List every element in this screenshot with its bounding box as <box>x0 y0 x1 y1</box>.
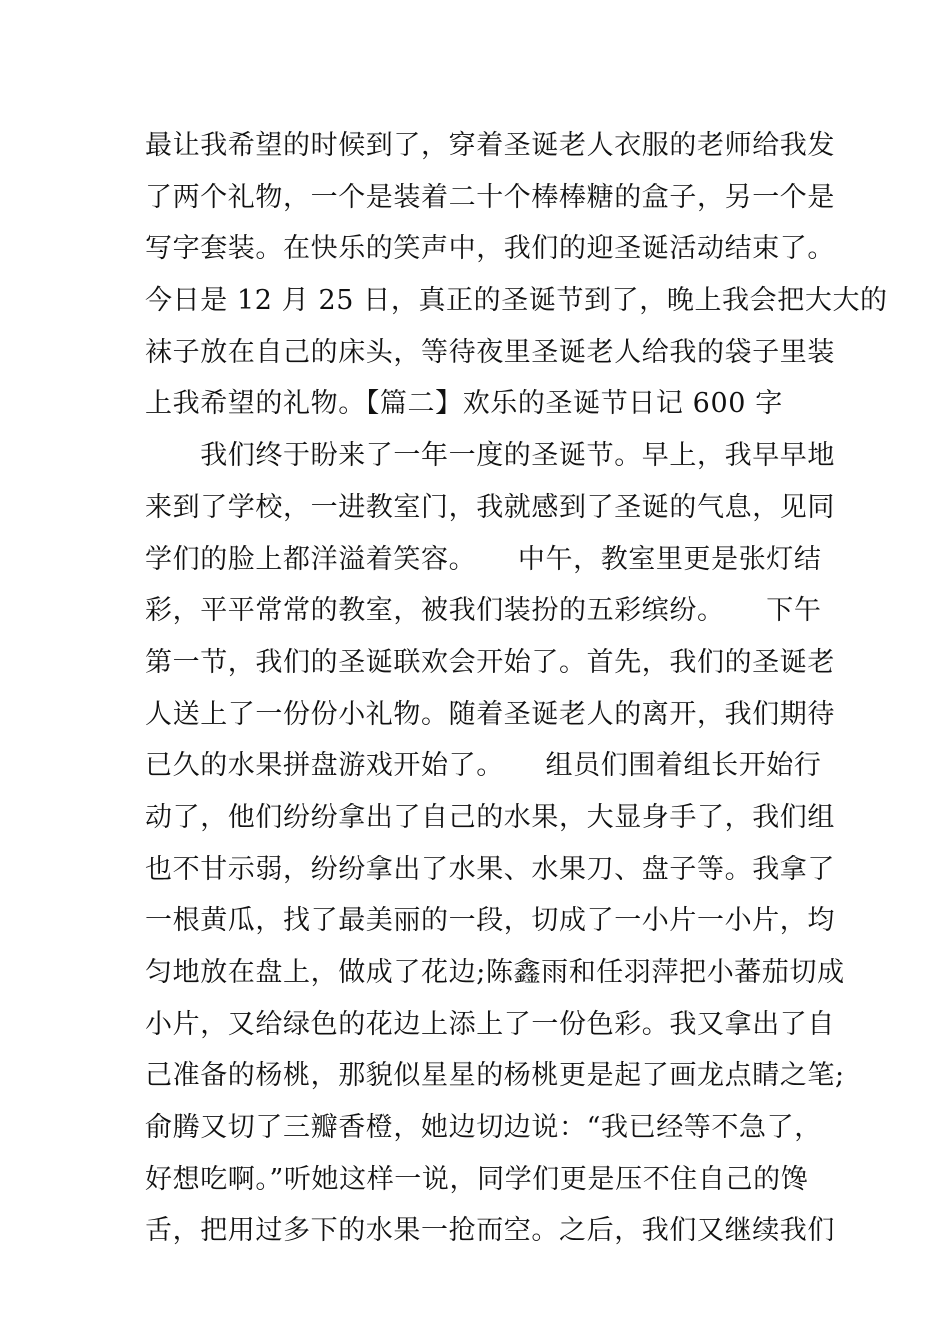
text-line: 匀地放在盘上，做成了花边;陈鑫雨和任羽萍把小蕃茄切成 <box>145 957 845 988</box>
text-line: 也不甘示弱，纷纷拿出了水果、水果刀、盘子等。我拿了 <box>145 853 835 885</box>
text-line: 写字套装。在快乐的笑声中，我们的迎圣诞活动结束了。 <box>145 233 835 265</box>
text-line: 好想吃啊。”听她这样一说，同学们更是压不住自己的馋 <box>145 1163 809 1195</box>
text-line: 最让我希望的时候到了，穿着圣诞老人衣服的老师给我发 <box>145 130 835 161</box>
text-line: 舌，把用过多下的水果一抢而空。之后，我们又继续我们 <box>145 1215 835 1247</box>
text-line: 第一节，我们的圣诞联欢会开始了。首先，我们的圣诞老 <box>145 646 835 678</box>
text-line: 上我希望的礼物。【篇二】欢乐的圣诞节日记 600 字 <box>145 388 783 420</box>
text-line: 今日是 12 月 25 日，真正的圣诞节到了，晚上我会把大大的 <box>145 285 888 317</box>
text-line: 一根黄瓜，找了最美丽的一段，切成了一小片一小片，均 <box>145 905 835 937</box>
text-line: 彩，平平常常的教室，被我们装扮的五彩缤纷。 下午 <box>145 595 822 627</box>
text-line: 来到了学校，一进教室门，我就感到了圣诞的气息，见同 <box>145 491 835 523</box>
text-line: 了两个礼物，一个是装着二十个棒棒糖的盒子，另一个是 <box>145 181 835 213</box>
text-line: 己准备的杨桃，那貌似星星的杨桃更是起了画龙点睛之笔; <box>145 1060 845 1092</box>
text-line: 袜子放在自己的床头，等待夜里圣诞老人给我的袋子里装 <box>145 336 835 368</box>
text-line: 小片，又给绿色的花边上添上了一份色彩。我又拿出了自 <box>145 1008 835 1040</box>
body-text <box>145 120 888 1257</box>
text-line: 学们的脸上都洋溢着笑容。 中午，教室里更是张灯结 <box>145 543 822 575</box>
text-line: 已久的水果拼盘游戏开始了。 组员们围着组长开始行 <box>145 750 822 782</box>
text-line: 动了，他们纷纷拿出了自己的水果，大显身手了，我们组 <box>145 801 835 833</box>
text-line: 俞腾又切了三瓣香橙，她边切边说：“我已经等不急了， <box>145 1112 822 1144</box>
text-line: 人送上了一份份小礼物。随着圣诞老人的离开，我们期待 <box>145 698 835 730</box>
text-line: 我们终于盼来了一年一度的圣诞节。早上，我早早地 <box>145 440 835 472</box>
